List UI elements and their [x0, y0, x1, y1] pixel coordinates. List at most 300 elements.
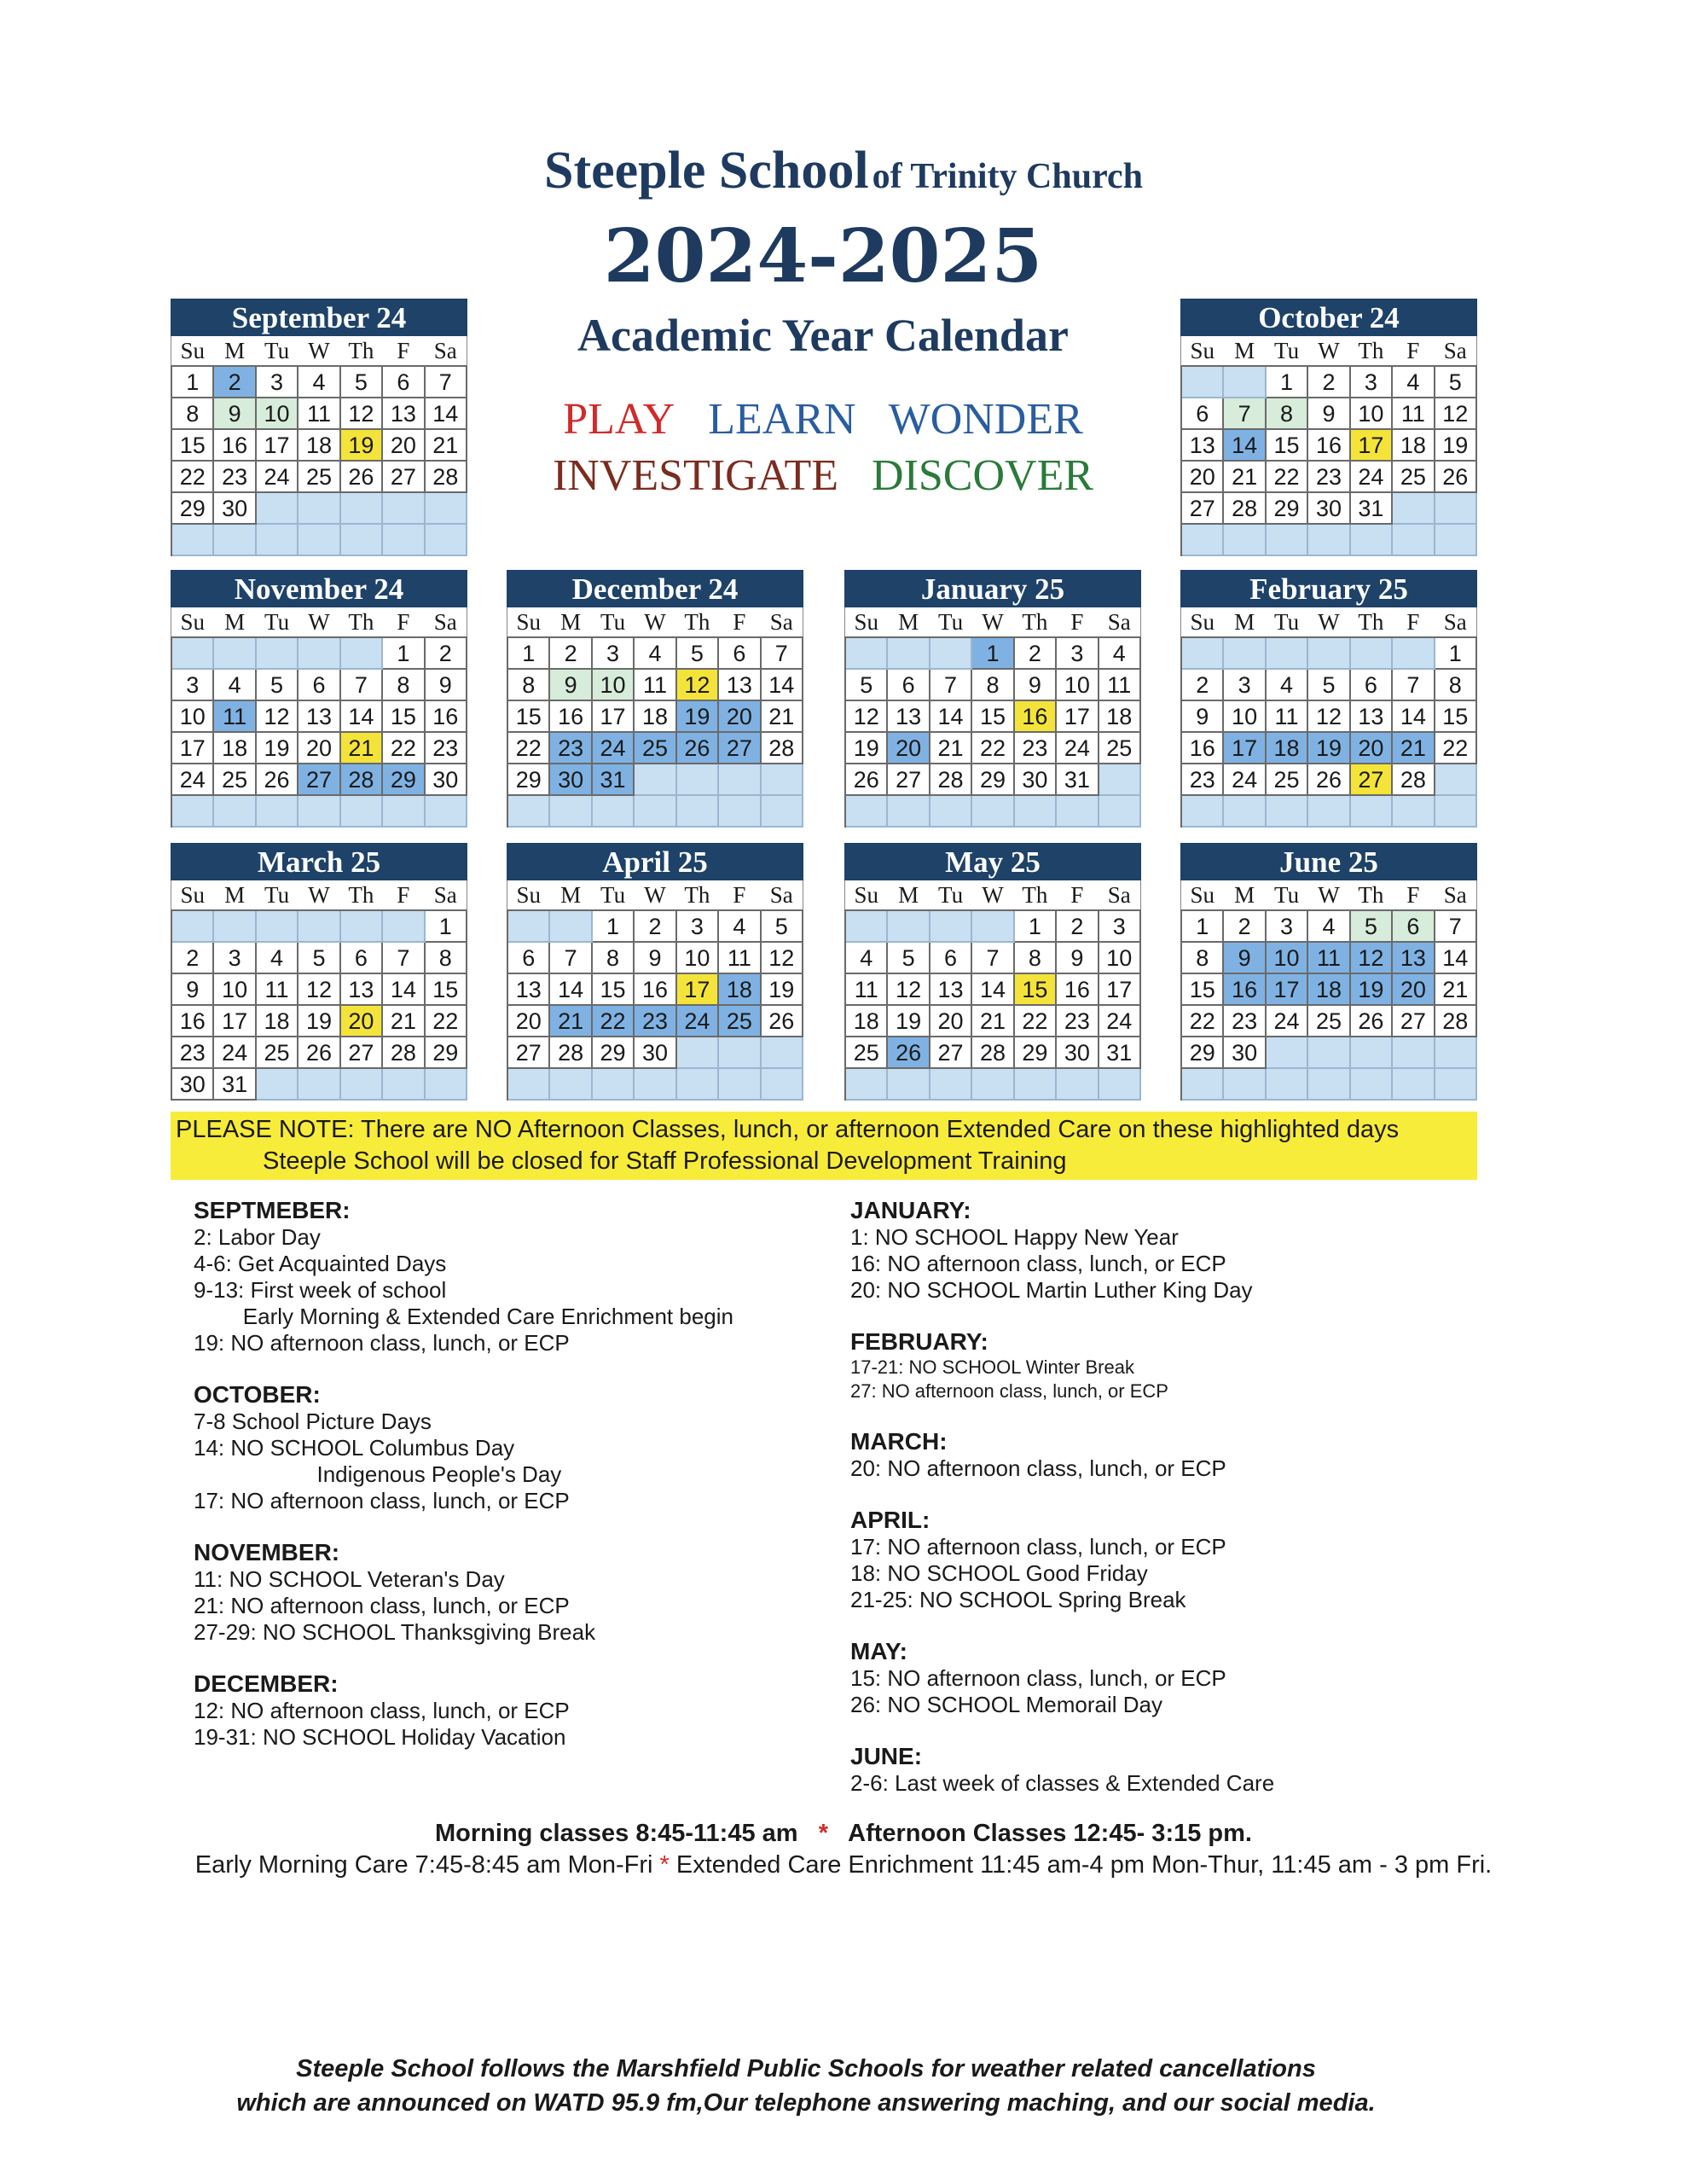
- weekday-label: M: [224, 338, 246, 363]
- day-cell: 6: [299, 670, 340, 701]
- empty-cell: [1435, 493, 1477, 525]
- weekday-header: [171, 336, 467, 365]
- empty-cell: [1057, 796, 1099, 828]
- motto-discover: DISCOVER: [872, 451, 1094, 500]
- weekday-label: Th: [684, 882, 710, 908]
- day-cell: 8: [1435, 670, 1477, 701]
- day-cell: 20: [719, 701, 761, 733]
- day-cell: 30: [550, 764, 592, 796]
- empty-cell: [972, 911, 1014, 943]
- empty-cell: [1015, 796, 1057, 828]
- weekday-label: M: [224, 882, 246, 908]
- day-cell: 14: [341, 701, 383, 733]
- day-cell: 12: [677, 670, 719, 701]
- event-month-heading: DECEMBER:: [194, 1670, 339, 1697]
- month-6: [171, 843, 467, 1101]
- day-cell: 21: [1393, 733, 1435, 764]
- empty-cell: [341, 1069, 383, 1101]
- day-cell: 12: [888, 974, 930, 1006]
- weekday-label: W: [982, 882, 1004, 908]
- event-line: 20: NO SCHOOL Martin Luther King Day: [850, 1277, 1253, 1303]
- event-month-heading: APRIL:: [850, 1507, 930, 1533]
- empty-cell: [1393, 525, 1435, 556]
- weather-footer: [0, 2052, 1612, 2120]
- day-cell: 24: [1057, 733, 1099, 764]
- day-cell: 18: [1393, 430, 1435, 462]
- weekday-label: Su: [180, 882, 205, 908]
- day-cell: 5: [299, 943, 340, 974]
- day-cell: 12: [1351, 943, 1393, 974]
- day-cell: 1: [1015, 911, 1057, 943]
- day-cell: 13: [383, 398, 425, 430]
- day-grid: [844, 636, 1141, 828]
- day-cell: 28: [762, 733, 803, 764]
- day-cell: 22: [383, 733, 425, 764]
- day-cell: 27: [1351, 764, 1393, 796]
- weekday-label: Su: [180, 609, 205, 635]
- weekday-label: Su: [854, 882, 878, 908]
- weekday-header: [507, 607, 803, 636]
- day-cell: 1: [383, 638, 425, 670]
- empty-cell: [1057, 1069, 1099, 1101]
- day-cell: 14: [426, 398, 467, 430]
- day-cell: 7: [550, 943, 592, 974]
- event-line: 9-13: First week of school: [194, 1277, 447, 1303]
- day-cell: 31: [1099, 1037, 1141, 1069]
- weekday-header: [1180, 607, 1477, 636]
- event-line: 7-8 School Picture Days: [194, 1409, 432, 1434]
- day-cell: 28: [341, 764, 383, 796]
- weekday-label: W: [982, 609, 1004, 635]
- day-cell: 14: [1435, 943, 1477, 974]
- day-cell: 23: [1057, 1006, 1099, 1037]
- empty-cell: [426, 796, 467, 828]
- weekday-label: Th: [1022, 882, 1048, 908]
- day-cell: 17: [1099, 974, 1141, 1006]
- day-cell: 19: [299, 1006, 340, 1037]
- day-cell: 15: [383, 701, 425, 733]
- day-cell: 7: [762, 638, 803, 670]
- day-cell: 21: [426, 430, 467, 462]
- month-0: [171, 299, 467, 556]
- weekday-label: F: [733, 609, 746, 635]
- empty-cell: [172, 638, 214, 670]
- day-cell: 29: [1015, 1037, 1057, 1069]
- day-cell: 29: [972, 764, 1014, 796]
- empty-cell: [1267, 525, 1308, 556]
- day-cell: 2: [1015, 638, 1057, 670]
- empty-cell: [172, 911, 214, 943]
- day-cell: 3: [1351, 367, 1393, 398]
- day-grid: [1180, 365, 1477, 556]
- weekday-label: F: [1070, 609, 1084, 635]
- day-cell: 23: [1224, 1006, 1266, 1037]
- empty-cell: [1308, 1037, 1350, 1069]
- weekday-label: Th: [684, 609, 710, 635]
- day-cell: 26: [1351, 1006, 1393, 1037]
- day-cell: 25: [635, 733, 676, 764]
- day-cell: 6: [1182, 398, 1224, 430]
- day-cell: 2: [1182, 670, 1224, 701]
- day-cell: 18: [1099, 701, 1141, 733]
- empty-cell: [762, 1037, 803, 1069]
- day-cell: 5: [341, 367, 383, 398]
- day-cell: 20: [341, 1006, 383, 1037]
- year-title: 2024-2025: [603, 213, 1043, 299]
- day-cell: 24: [677, 1006, 719, 1037]
- footer-line-2: which are announced on WATD 95.9 fm,Our telephone answering maching, and our social media.: [236, 2089, 1376, 2117]
- day-cell: 11: [1099, 670, 1141, 701]
- weekday-label: Tu: [264, 338, 290, 363]
- empty-cell: [930, 1069, 972, 1101]
- day-cell: 9: [550, 670, 592, 701]
- care-hours: [0, 1851, 1687, 1879]
- day-cell: 6: [383, 367, 425, 398]
- day-cell: 29: [1182, 1037, 1224, 1069]
- event-month-heading: MARCH:: [850, 1428, 948, 1455]
- day-cell: 11: [635, 670, 676, 701]
- events-left-column: [194, 1196, 842, 1751]
- empty-cell: [1015, 1069, 1057, 1101]
- event-line: 26: NO SCHOOL Memorail Day: [850, 1692, 1163, 1717]
- day-cell: 10: [214, 974, 256, 1006]
- motto-line-1: [512, 394, 1134, 444]
- day-cell: 2: [1224, 911, 1266, 943]
- day-cell: 27: [888, 764, 930, 796]
- weekday-header: [844, 607, 1141, 636]
- month-title: October 24: [1180, 299, 1477, 336]
- day-cell: 7: [972, 943, 1014, 974]
- day-cell: 10: [1351, 398, 1393, 430]
- empty-cell: [888, 638, 930, 670]
- empty-cell: [299, 493, 340, 525]
- day-cell: 8: [172, 398, 214, 430]
- event-line: 27: NO afternoon class, lunch, or ECP: [850, 1380, 1168, 1402]
- empty-cell: [172, 796, 214, 828]
- empty-cell: [257, 796, 299, 828]
- day-cell: 4: [214, 670, 256, 701]
- day-cell: 20: [1182, 462, 1224, 493]
- day-cell: 1: [508, 638, 550, 670]
- month-7: [507, 843, 803, 1101]
- event-line: 1: NO SCHOOL Happy New Year: [850, 1224, 1179, 1250]
- day-cell: 1: [426, 911, 467, 943]
- day-cell: 20: [508, 1006, 550, 1037]
- day-cell: 30: [1224, 1037, 1266, 1069]
- day-cell: 4: [635, 638, 676, 670]
- day-cell: 24: [593, 733, 635, 764]
- day-cell: 22: [1015, 1006, 1057, 1037]
- empty-cell: [888, 911, 930, 943]
- day-cell: 12: [257, 701, 299, 733]
- day-cell: 26: [341, 462, 383, 493]
- month-4: [844, 570, 1141, 828]
- day-cell: 7: [1393, 670, 1435, 701]
- day-cell: 30: [1057, 1037, 1099, 1069]
- weekday-label: Th: [348, 882, 374, 908]
- day-cell: 17: [1224, 733, 1266, 764]
- day-cell: 8: [1015, 943, 1057, 974]
- empty-cell: [1351, 525, 1393, 556]
- day-cell: 27: [1393, 1006, 1435, 1037]
- day-cell: 14: [930, 701, 972, 733]
- day-cell: 9: [426, 670, 467, 701]
- empty-cell: [299, 638, 340, 670]
- day-cell: 20: [383, 430, 425, 462]
- empty-cell: [677, 1037, 719, 1069]
- day-cell: 22: [972, 733, 1014, 764]
- day-cell: 21: [1224, 462, 1266, 493]
- day-cell: 11: [1308, 943, 1350, 974]
- day-cell: 15: [1435, 701, 1477, 733]
- day-cell: 11: [1393, 398, 1435, 430]
- empty-cell: [1393, 1037, 1435, 1069]
- motto-learn: LEARN: [708, 395, 856, 444]
- day-cell: 27: [719, 733, 761, 764]
- empty-cell: [550, 1069, 592, 1101]
- day-cell: 23: [1015, 733, 1057, 764]
- empty-cell: [677, 1069, 719, 1101]
- day-cell: 15: [1267, 430, 1308, 462]
- day-cell: 13: [299, 701, 340, 733]
- weekday-label: W: [1318, 882, 1340, 908]
- day-cell: 2: [426, 638, 467, 670]
- day-cell: 8: [426, 943, 467, 974]
- day-grid: [171, 909, 467, 1101]
- day-cell: 23: [550, 733, 592, 764]
- day-grid: [1180, 636, 1477, 828]
- day-cell: 6: [341, 943, 383, 974]
- empty-cell: [1182, 638, 1224, 670]
- day-cell: 20: [930, 1006, 972, 1037]
- empty-cell: [172, 525, 214, 556]
- day-cell: 4: [719, 911, 761, 943]
- day-cell: 2: [1308, 367, 1350, 398]
- day-cell: 21: [383, 1006, 425, 1037]
- day-cell: 22: [1435, 733, 1477, 764]
- day-cell: 12: [341, 398, 383, 430]
- motto-wonder: WONDER: [888, 395, 1083, 444]
- empty-cell: [846, 911, 888, 943]
- empty-cell: [1351, 638, 1393, 670]
- class-hours: [0, 1820, 1687, 1848]
- day-cell: 27: [508, 1037, 550, 1069]
- empty-cell: [1393, 638, 1435, 670]
- day-cell: 9: [214, 398, 256, 430]
- day-cell: 16: [635, 974, 676, 1006]
- weekday-header: [1180, 880, 1477, 909]
- day-cell: 29: [1267, 493, 1308, 525]
- day-cell: 1: [1267, 367, 1308, 398]
- day-cell: 18: [635, 701, 676, 733]
- empty-cell: [1393, 493, 1435, 525]
- day-cell: 3: [214, 943, 256, 974]
- day-cell: 12: [846, 701, 888, 733]
- events-right-column: [850, 1196, 1499, 1797]
- day-cell: 16: [214, 430, 256, 462]
- day-cell: 9: [1015, 670, 1057, 701]
- empty-cell: [1308, 1069, 1350, 1101]
- weekday-label: W: [644, 609, 666, 635]
- empty-cell: [972, 1069, 1014, 1101]
- day-cell: 7: [1224, 398, 1266, 430]
- event-line: 21-25: NO SCHOOL Spring Break: [850, 1587, 1186, 1612]
- day-cell: 18: [1308, 974, 1350, 1006]
- weekday-label: Sa: [1443, 882, 1467, 908]
- day-cell: 16: [1182, 733, 1224, 764]
- empty-cell: [257, 638, 299, 670]
- day-cell: 21: [972, 1006, 1014, 1037]
- weekday-label: Sa: [1443, 338, 1467, 363]
- day-cell: 18: [846, 1006, 888, 1037]
- month-1: [1180, 299, 1477, 556]
- weekday-label: W: [644, 882, 666, 908]
- month-9: [1180, 843, 1477, 1101]
- day-cell: 1: [172, 367, 214, 398]
- day-cell: 4: [257, 943, 299, 974]
- event-line: 19: NO afternoon class, lunch, or ECP: [194, 1330, 570, 1356]
- day-cell: 14: [972, 974, 1014, 1006]
- weekday-label: F: [1406, 338, 1420, 363]
- day-cell: 14: [550, 974, 592, 1006]
- empty-cell: [1182, 1069, 1224, 1101]
- empty-cell: [1182, 367, 1224, 398]
- event-line: 2: Labor Day: [194, 1224, 321, 1250]
- empty-cell: [341, 638, 383, 670]
- day-cell: 7: [341, 670, 383, 701]
- day-cell: 11: [299, 398, 340, 430]
- day-cell: 18: [719, 974, 761, 1006]
- day-cell: 18: [299, 430, 340, 462]
- empty-cell: [1099, 1069, 1141, 1101]
- day-cell: 28: [426, 462, 467, 493]
- early-morning-care: Early Morning Care 7:45-8:45 am Mon-Fri: [194, 1851, 653, 1879]
- event-month-heading: SEPTMEBER:: [194, 1197, 351, 1223]
- day-cell: 10: [1267, 943, 1308, 974]
- day-cell: 25: [1099, 733, 1141, 764]
- day-cell: 9: [1308, 398, 1350, 430]
- empty-cell: [635, 1069, 676, 1101]
- day-cell: 20: [1393, 974, 1435, 1006]
- day-cell: 27: [341, 1037, 383, 1069]
- day-cell: 27: [299, 764, 340, 796]
- weekday-label: Sa: [1443, 609, 1467, 635]
- empty-cell: [341, 525, 383, 556]
- month-2: [171, 570, 467, 828]
- empty-cell: [762, 764, 803, 796]
- empty-cell: [1308, 638, 1350, 670]
- day-cell: 23: [172, 1037, 214, 1069]
- empty-cell: [508, 796, 550, 828]
- day-cell: 3: [1267, 911, 1308, 943]
- day-cell: 20: [299, 733, 340, 764]
- day-cell: 25: [1267, 764, 1308, 796]
- empty-cell: [719, 764, 761, 796]
- weekday-label: Th: [1358, 609, 1384, 635]
- day-cell: 22: [1182, 1006, 1224, 1037]
- motto-line-2: [512, 450, 1134, 501]
- day-cell: 8: [593, 943, 635, 974]
- weekday-label: Su: [180, 338, 205, 363]
- empty-cell: [972, 796, 1014, 828]
- empty-cell: [1224, 638, 1266, 670]
- day-cell: 29: [508, 764, 550, 796]
- weekday-label: Su: [1190, 609, 1215, 635]
- day-cell: 13: [930, 974, 972, 1006]
- empty-cell: [1182, 525, 1224, 556]
- day-cell: 8: [508, 670, 550, 701]
- day-cell: 3: [257, 367, 299, 398]
- event-line: 27-29: NO SCHOOL Thanksgiving Break: [194, 1619, 596, 1645]
- day-cell: 11: [257, 974, 299, 1006]
- title-main: Steeple School: [544, 142, 869, 200]
- day-cell: 4: [1267, 670, 1308, 701]
- day-cell: 30: [635, 1037, 676, 1069]
- day-cell: 28: [972, 1037, 1014, 1069]
- day-cell: 15: [1182, 974, 1224, 1006]
- day-cell: 5: [762, 911, 803, 943]
- event-line: 4-6: Get Acquainted Days: [194, 1251, 447, 1276]
- month-5: [1180, 570, 1477, 828]
- empty-cell: [1182, 796, 1224, 828]
- day-cell: 19: [677, 701, 719, 733]
- day-cell: 17: [257, 430, 299, 462]
- extended-care: Extended Care Enrichment 11:45 am-4 pm Mon-Thur, 11:45 am - 3 pm Fri.: [675, 1851, 1493, 1879]
- event-month-heading: MAY:: [850, 1638, 907, 1664]
- day-cell: 28: [383, 1037, 425, 1069]
- empty-cell: [299, 911, 340, 943]
- day-cell: 19: [1308, 733, 1350, 764]
- empty-cell: [1435, 764, 1477, 796]
- event-line: 16: NO afternoon class, lunch, or ECP: [850, 1251, 1226, 1276]
- weekday-header: [507, 880, 803, 909]
- day-cell: 30: [172, 1069, 214, 1101]
- day-cell: 16: [426, 701, 467, 733]
- day-cell: 19: [762, 974, 803, 1006]
- day-cell: 25: [1393, 462, 1435, 493]
- day-cell: 12: [1308, 701, 1350, 733]
- empty-cell: [762, 796, 803, 828]
- morning-classes: Morning classes 8:45-11:45 am: [435, 1820, 798, 1847]
- day-cell: 19: [846, 733, 888, 764]
- day-cell: 7: [426, 367, 467, 398]
- day-grid: [507, 636, 803, 828]
- day-cell: 26: [257, 764, 299, 796]
- event-month-heading: FEBRUARY:: [850, 1328, 988, 1355]
- day-cell: 24: [1267, 1006, 1308, 1037]
- day-cell: 3: [1099, 911, 1141, 943]
- empty-cell: [383, 1069, 425, 1101]
- day-cell: 21: [341, 733, 383, 764]
- weekday-label: F: [397, 609, 410, 635]
- day-cell: 1: [593, 911, 635, 943]
- weekday-label: M: [224, 609, 246, 635]
- empty-cell: [214, 525, 256, 556]
- day-cell: 11: [846, 974, 888, 1006]
- day-cell: 30: [1308, 493, 1350, 525]
- empty-cell: [846, 638, 888, 670]
- weekday-label: W: [1318, 338, 1340, 363]
- weekday-label: Sa: [769, 882, 793, 908]
- day-cell: 8: [383, 670, 425, 701]
- day-cell: 21: [762, 701, 803, 733]
- weekday-label: W: [308, 609, 330, 635]
- event-line: 20: NO afternoon class, lunch, or ECP: [850, 1455, 1226, 1481]
- empty-cell: [1099, 796, 1141, 828]
- weekday-label: F: [397, 882, 410, 908]
- day-cell: 23: [1308, 462, 1350, 493]
- empty-cell: [214, 796, 256, 828]
